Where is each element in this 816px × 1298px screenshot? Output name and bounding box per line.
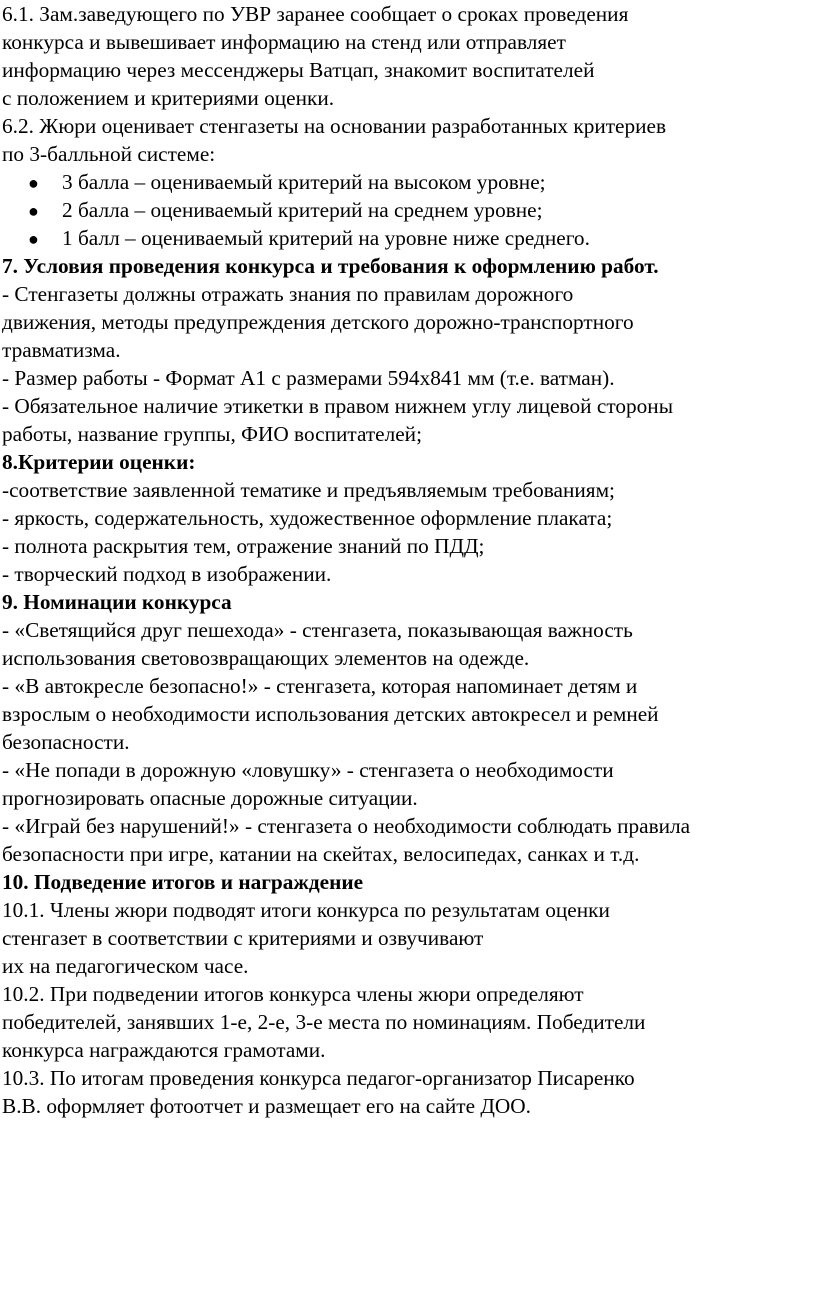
paragraph-line: работы, название группы, ФИО воспитателей;	[2, 422, 422, 446]
list-item: ● 3 балла – оцениваемый критерий на высоком уровне;	[28, 168, 546, 197]
paragraph-line: по 3-балльной системе:	[2, 142, 216, 166]
paragraph-line: с положением и критериями оценки.	[2, 86, 335, 110]
bullet-icon: ●	[28, 201, 39, 221]
paragraph-line: 6.2. Жюри оценивает стенгазеты на основании разработанных критериев	[2, 114, 667, 138]
paragraph-line: движения, методы предупреждения детского дорожно-транспортного	[2, 310, 634, 334]
paragraph-line: - Размер работы - Формат А1 с размерами 594х841 мм (т.е. ватман).	[2, 366, 615, 390]
paragraph-line: информацию через мессенджеры Ватцап, знакомит воспитателей	[2, 58, 595, 82]
paragraph-line: травматизма.	[2, 338, 121, 362]
paragraph-line: 10.3. По итогам проведения конкурса педагог-организатор Писаренко	[2, 1066, 635, 1090]
paragraph-line: - «Не попади в дорожную «ловушку» - стенгазета о необходимости	[2, 758, 614, 782]
paragraph-line: 6.1. Зам.заведующего по УВР заранее сообщает о сроках проведения	[2, 2, 629, 26]
section-heading: 8.Критерии оценки:	[2, 450, 196, 474]
paragraph-line: -соответствие заявленной тематике и предъявляемым требованиям;	[2, 478, 615, 502]
paragraph-line: - яркость, содержательность, художественное оформление плаката;	[2, 506, 613, 530]
paragraph-line: - творческий подход в изображении.	[2, 562, 332, 586]
paragraph-line: - «В автокресле безопасно!» - стенгазета, которая напоминает детям и	[2, 674, 638, 698]
section-heading: 9. Номинации конкурса	[2, 590, 232, 614]
paragraph-line: 10.2. При подведении итогов конкурса члены жюри определяют	[2, 982, 584, 1006]
paragraph-line: В.В. оформляет фотоотчет и размещает его на сайте ДОО.	[2, 1094, 531, 1118]
paragraph-line: - «Светящийся друг пешехода» - стенгазета, показывающая важность	[2, 618, 633, 642]
paragraph-line: победителей, занявших 1-е, 2-е, 3-е места по номинациям. Победители	[2, 1010, 646, 1034]
paragraph-line: прогнозировать опасные дорожные ситуации.	[2, 786, 418, 810]
paragraph-line: - Стенгазеты должны отражать знания по правилам дорожного	[2, 282, 574, 306]
paragraph-line: стенгазет в соответствии с критериями и озвучивают	[2, 926, 484, 950]
list-item: ● 2 балла – оцениваемый критерий на среднем уровне;	[28, 196, 543, 225]
paragraph-line: 10.1. Члены жюри подводят итоги конкурса по результатам оценки	[2, 898, 610, 922]
bullet-icon: ●	[28, 229, 39, 249]
paragraph-line: - Обязательное наличие этикетки в правом нижнем углу лицевой стороны	[2, 394, 674, 418]
paragraph-line: конкурса награждаются грамотами.	[2, 1038, 326, 1062]
paragraph-line: взрослым о необходимости использования детских автокресел и ремней	[2, 702, 659, 726]
paragraph-line: использования световозвращающих элементов на одежде.	[2, 646, 530, 670]
paragraph-line: - полнота раскрытия тем, отражение знаний по ПДД;	[2, 534, 485, 558]
paragraph-line: - «Играй без нарушений!» - стенгазета о необходимости соблюдать правила	[2, 814, 691, 838]
paragraph-line: их на педагогическом часе.	[2, 954, 249, 978]
section-heading: 10. Подведение итогов и награждение	[2, 870, 364, 894]
list-item: ● 1 балл – оцениваемый критерий на уровне ниже среднего.	[28, 224, 590, 253]
paragraph-line: безопасности.	[2, 730, 130, 754]
bullet-icon: ●	[28, 173, 39, 193]
paragraph-line: безопасности при игре, катании на скейтах, велосипедах, санках и т.д.	[2, 842, 640, 866]
paragraph-line: конкурса и вывешивает информацию на стенд или отправляет	[2, 30, 566, 54]
section-heading: 7. Условия проведения конкурса и требования к оформлению работ.	[2, 254, 659, 278]
